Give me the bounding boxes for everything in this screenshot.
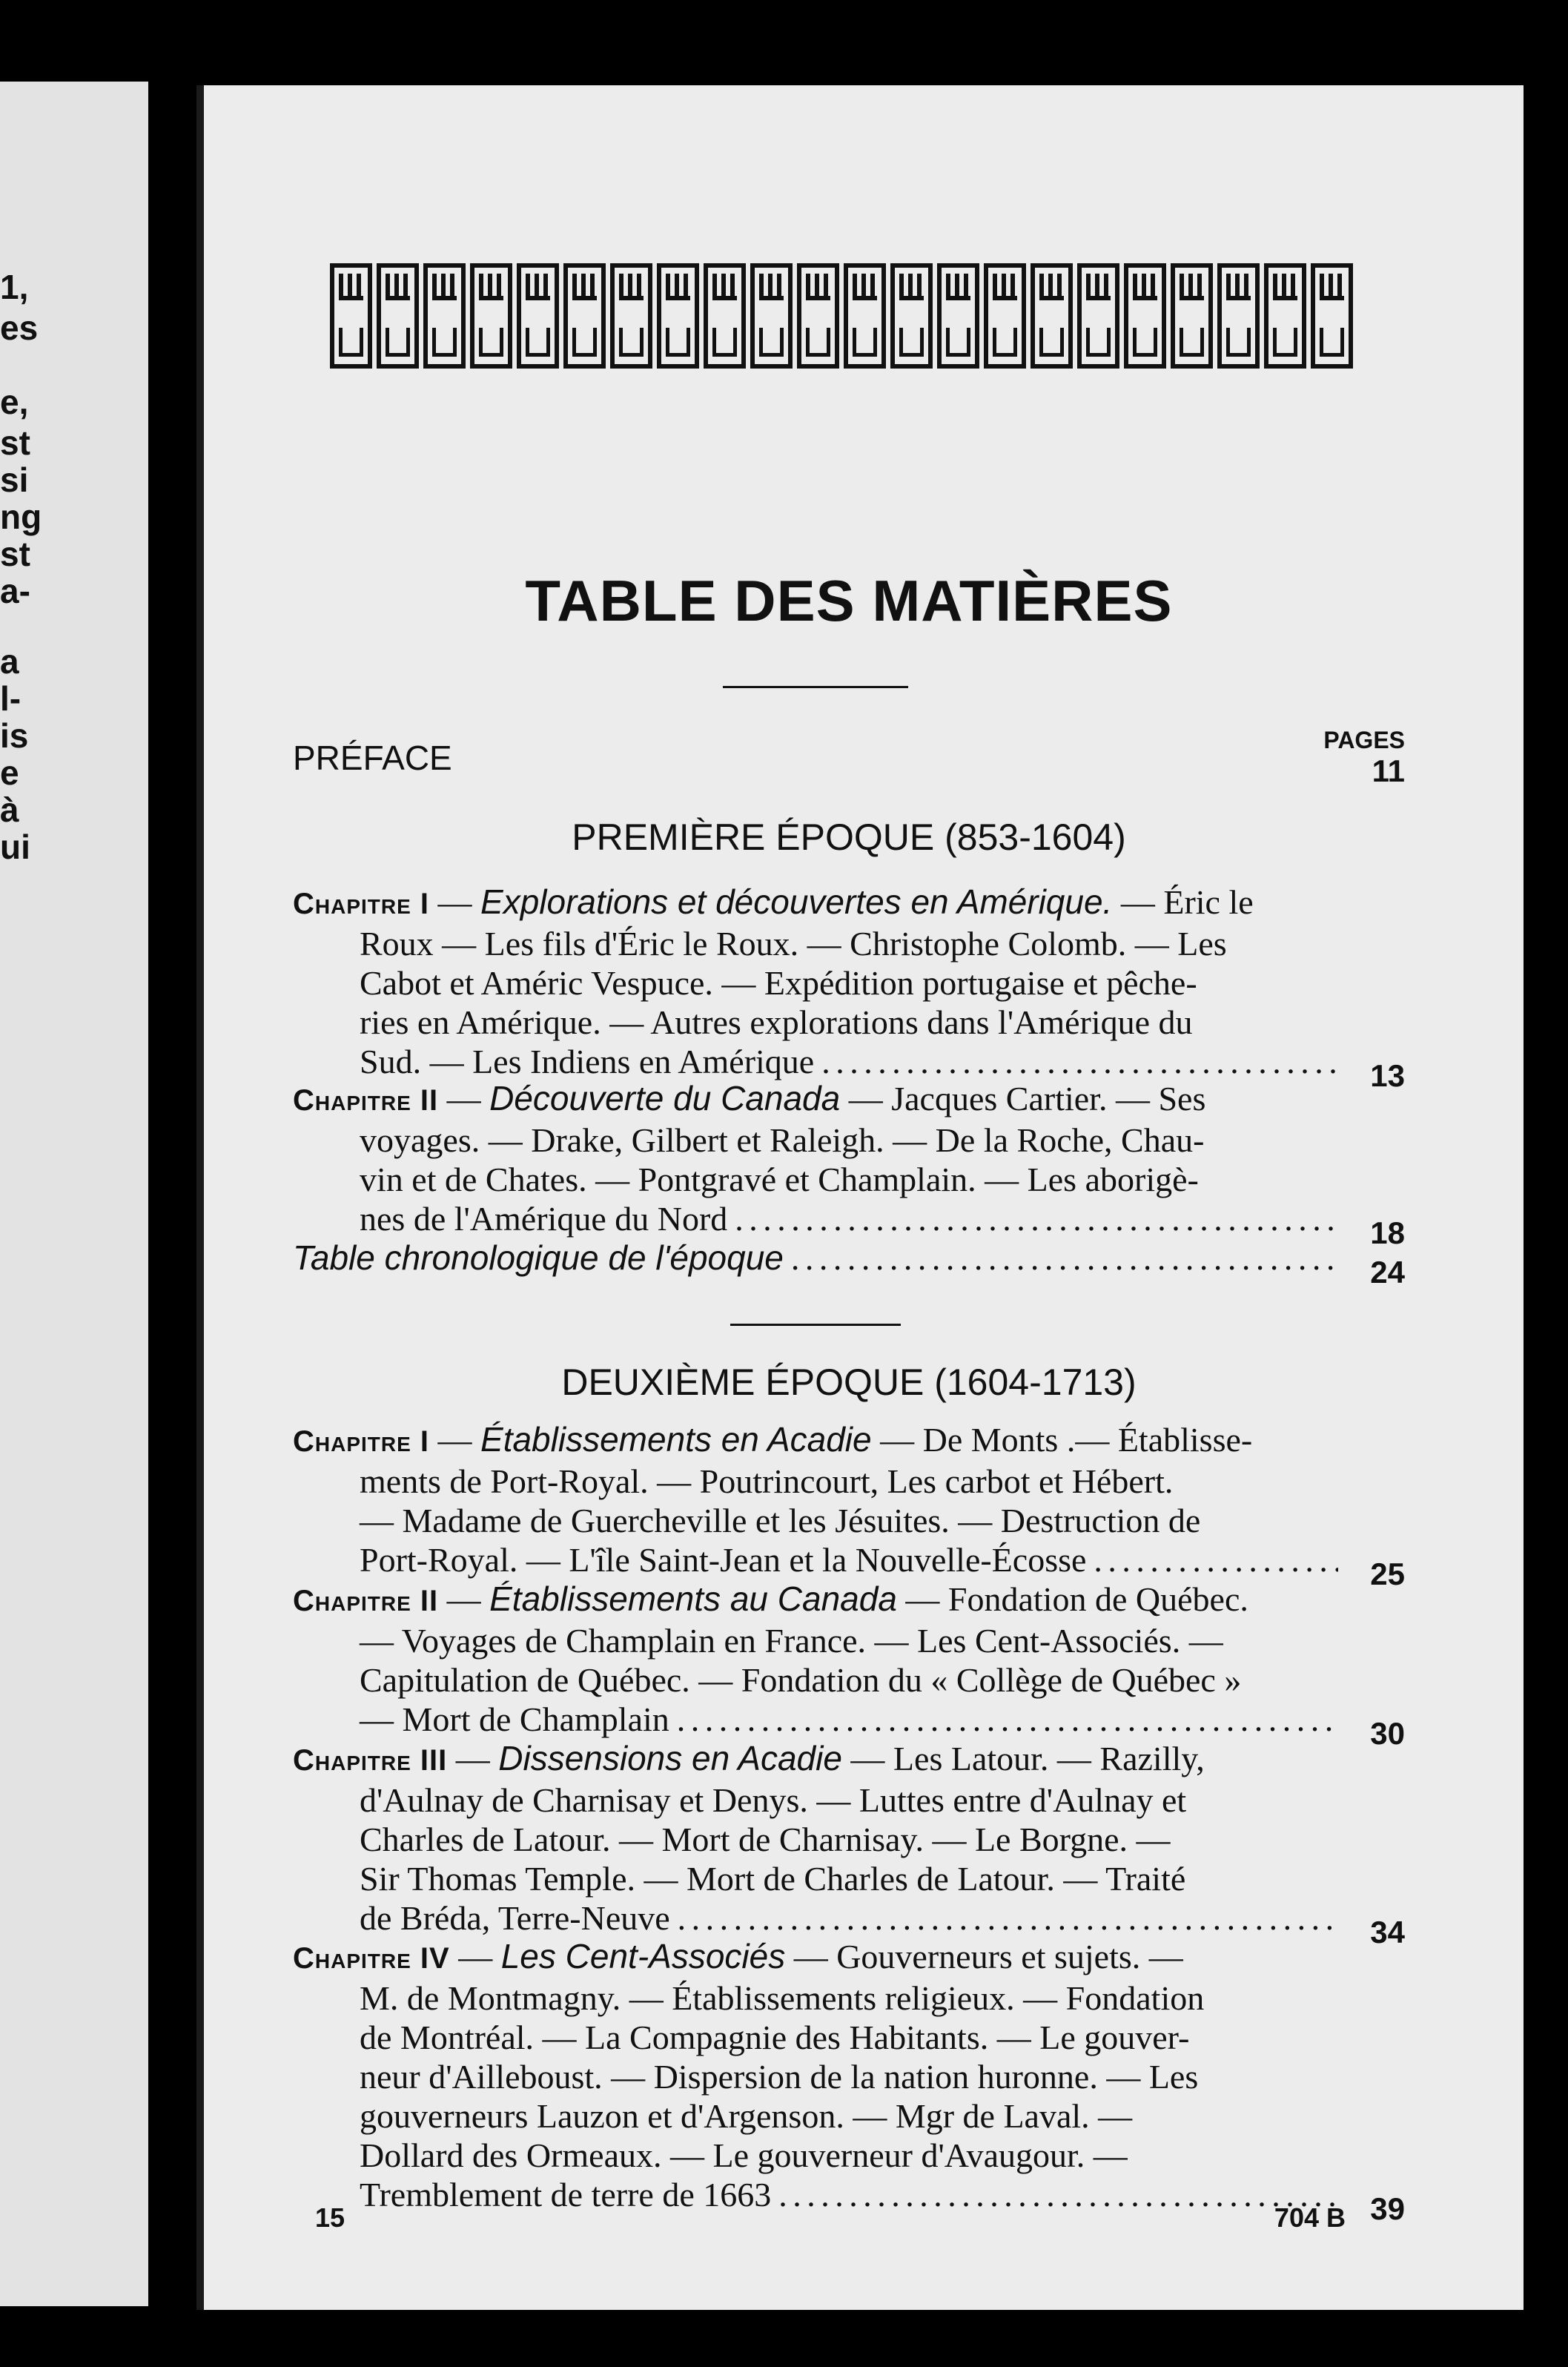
leader-dots [791,1238,1338,1278]
pages-column-label: PAGES [1323,727,1405,753]
ornament-cell [563,263,606,369]
entry-line: — Voyages de Champlain en France. — Les Cent-Associés. — [360,1622,1223,1660]
entry-line: d'Aulnay de Charnisay et Denys. — Luttes entre d'Aulnay et [360,1781,1187,1819]
entry-first-line [293,1739,1405,1780]
chronology-label: Table chronologique de l'époque [293,1238,784,1277]
ornament-cell [937,263,979,369]
ornament-cell [657,263,699,369]
entry-line: — Les Latour. — Razilly, [850,1740,1205,1777]
ornament-cell [984,263,1026,369]
entry-line: Port-Royal. — L'île Saint-Jean et la Nouvelle-Écosse [360,1541,1087,1579]
footer-print-code: 704 B [1274,2202,1346,2233]
page-number: 34 [1370,1915,1405,1950]
entry-line: de Montréal. — La Compagnie des Habitants. — Le gouver- [360,2018,1190,2056]
entry-line: — Éric le [1120,883,1254,921]
preface-entry [293,738,1405,788]
entry-line: ries en Amérique. — Autres explorations dans l'Amérique du [360,1003,1193,1041]
em-dash: — [446,1080,490,1118]
facing-page-fragment: à [0,790,19,829]
ornament-cell [1311,263,1353,369]
page-number: 18 [1370,1215,1405,1250]
facing-page-edge [0,82,148,2306]
entry-line: Sir Thomas Temple. — Mort de Charles de Latour. — Traité [360,1860,1186,1898]
facing-page-fragment: st [0,423,30,462]
chapter-label: Chapitre II [293,1585,439,1617]
epoque2-chapter-3 [293,1739,1405,1950]
epoque1-chapter-2 [293,1079,1405,1250]
toc-content [293,85,1405,2310]
decorative-ornament-band [330,263,1353,369]
chapter-title: Découverte du Canada [489,1079,841,1118]
entry-last-line [293,1898,1405,1950]
entry-line: Roux — Les fils d'Éric le Roux. — Christophe Colomb. — Les [360,925,1227,963]
leader-dots [677,1700,1338,1739]
entry-line: — Jacques Cartier. — Ses [848,1080,1206,1118]
entry-first-line [293,1079,1405,1120]
facing-page-fragment: si [0,460,29,499]
entry-first-line [293,882,1405,924]
entry-line: voyages. — Drake, Gilbert et Raleigh. — De la Roche, Chau- [360,1121,1205,1159]
entry-line: Cabot et Améric Vespuce. — Expédition portugaise et pêche- [360,964,1197,1002]
chapter-label: Chapitre I [293,888,430,920]
entry-last-line [293,1199,1405,1250]
facing-page-fragment: is [0,716,29,755]
leader-dots [821,1042,1338,1081]
chapter-title: Les Cent-Associés [500,1937,786,1975]
leader-dots [678,1898,1338,1938]
title-divider [723,686,908,688]
em-dash: — [437,883,481,921]
chapter-label: Chapitre III [293,1744,448,1777]
epoque2-heading: DEUXIÈME ÉPOQUE (1604-1713) [561,1361,1137,1403]
entry-line: Capitulation de Québec. — Fondation du « Collège de Québec » [360,1661,1242,1699]
epoque2-chapter-2 [293,1579,1405,1751]
facing-page-fragment: a- [0,572,30,610]
facing-page-fragment: ng [0,498,42,536]
chapter-label: Chapitre II [293,1084,439,1117]
facing-page-fragment: es [0,308,39,347]
entry-line: vin et de Chates. — Pontgravé et Champlain. — Les aborigè- [360,1161,1199,1198]
page-number: 25 [1370,1556,1405,1591]
em-dash: — [455,1740,499,1777]
chapter-title: Dissensions en Acadie [498,1739,842,1777]
entry-line: — Fondation de Québec. [905,1580,1248,1618]
ornament-cell [610,263,652,369]
ornament-cell [1264,263,1306,369]
page-title: TABLE DES MATIÈRES [525,568,1173,633]
entry-line: — Mort de Champlain [360,1700,669,1738]
facing-page-fragment: e, [0,383,29,421]
entry-last-line [293,1238,1405,1290]
ornament-cell [1124,263,1166,369]
chapter-label: Chapitre IV [293,1942,450,1975]
entry-line: Sud. — Les Indiens en Amérique [360,1043,815,1080]
epoque2-chapter-1 [293,1420,1405,1591]
chapter-title: Établissements au Canada [489,1579,897,1618]
entry-line: gouverneurs Lauzon et d'Argenson. — Mgr de Laval. — [360,2097,1133,2135]
facing-page-fragment: a [0,642,19,681]
ornament-cell [750,263,793,369]
facing-page-fragment: st [0,535,30,573]
ornament-cell [330,263,372,369]
entry-last-line [293,1540,1405,1591]
facing-page-fragment: 1, [0,268,29,306]
epoque1-heading: PREMIÈRE ÉPOQUE (853-1604) [572,816,1126,858]
entry-last-line [293,1042,1405,1093]
entry-line: nes de l'Amérique du Nord [360,1200,728,1238]
entry-first-line [293,1937,1405,1978]
preface-label: PRÉFACE [293,739,452,777]
ornament-cell [1217,263,1260,369]
ornament-cell [1171,263,1213,369]
entry-line: neur d'Ailleboust. — Dispersion de la nation huronne. — Les [360,2058,1199,2096]
entry-last-line [293,1700,1405,1751]
facing-page-fragment: e [0,753,19,792]
entry-line: Charles de Latour. — Mort de Charnisay. — Le Borgne. — [360,1820,1171,1858]
em-dash: — [446,1580,490,1618]
entry-line: de Bréda, Terre-Neuve [360,1899,670,1937]
footer-signature-number: 15 [315,2202,345,2233]
ornament-cell [797,263,839,369]
page-number: 24 [1370,1255,1405,1290]
epoque1-chronology [293,1238,1405,1290]
ornament-cell [377,263,419,369]
preface-page-number: 11 [1372,753,1405,788]
entry-line: — Gouverneurs et sujets. — [793,1938,1183,1975]
facing-page-fragment: l- [0,679,21,718]
entry-first-line [293,1420,1405,1462]
page-number: 39 [1370,2191,1405,2226]
facing-page-fragment: ui [0,828,30,866]
chapter-label: Chapitre I [293,1425,430,1458]
chapter-title: Établissements en Acadie [480,1420,872,1459]
ornament-cell [844,263,886,369]
ornament-cell [704,263,746,369]
em-dash: — [458,1938,501,1975]
entry-line: Tremblement de terre de 1663 [360,2176,772,2214]
ornament-cell [1031,263,1073,369]
leader-dots [778,2175,1338,2214]
entry-first-line [293,1579,1405,1621]
entry-line: — Madame de Guercheville et les Jésuites. — Destruction de [360,1502,1201,1539]
entry-line: Dollard des Ormeaux. — Le gouverneur d'Avaugour. — [360,2136,1128,2174]
section-divider [730,1324,901,1326]
ornament-cell [890,263,933,369]
page-number: 13 [1370,1058,1405,1093]
ornament-cell [1077,263,1119,369]
chapter-title: Explorations et découvertes en Amérique. [480,882,1113,921]
epoque1-chapter-1 [293,882,1405,1093]
ornament-cell [470,263,512,369]
entry-line: ments de Port-Royal. — Poutrincourt, Les carbot et Hébert. [360,1462,1174,1500]
book-page [196,85,1524,2310]
page-number: 30 [1370,1716,1405,1751]
ornament-cell [517,263,559,369]
leader-dots [1094,1540,1338,1579]
em-dash: — [437,1421,481,1459]
leader-dots [735,1199,1338,1238]
entry-line: M. de Montmagny. — Établissements religieux. — Fondation [360,1979,1205,2017]
ornament-cell [423,263,466,369]
entry-line: — De Monts .— Établisse- [880,1421,1253,1459]
